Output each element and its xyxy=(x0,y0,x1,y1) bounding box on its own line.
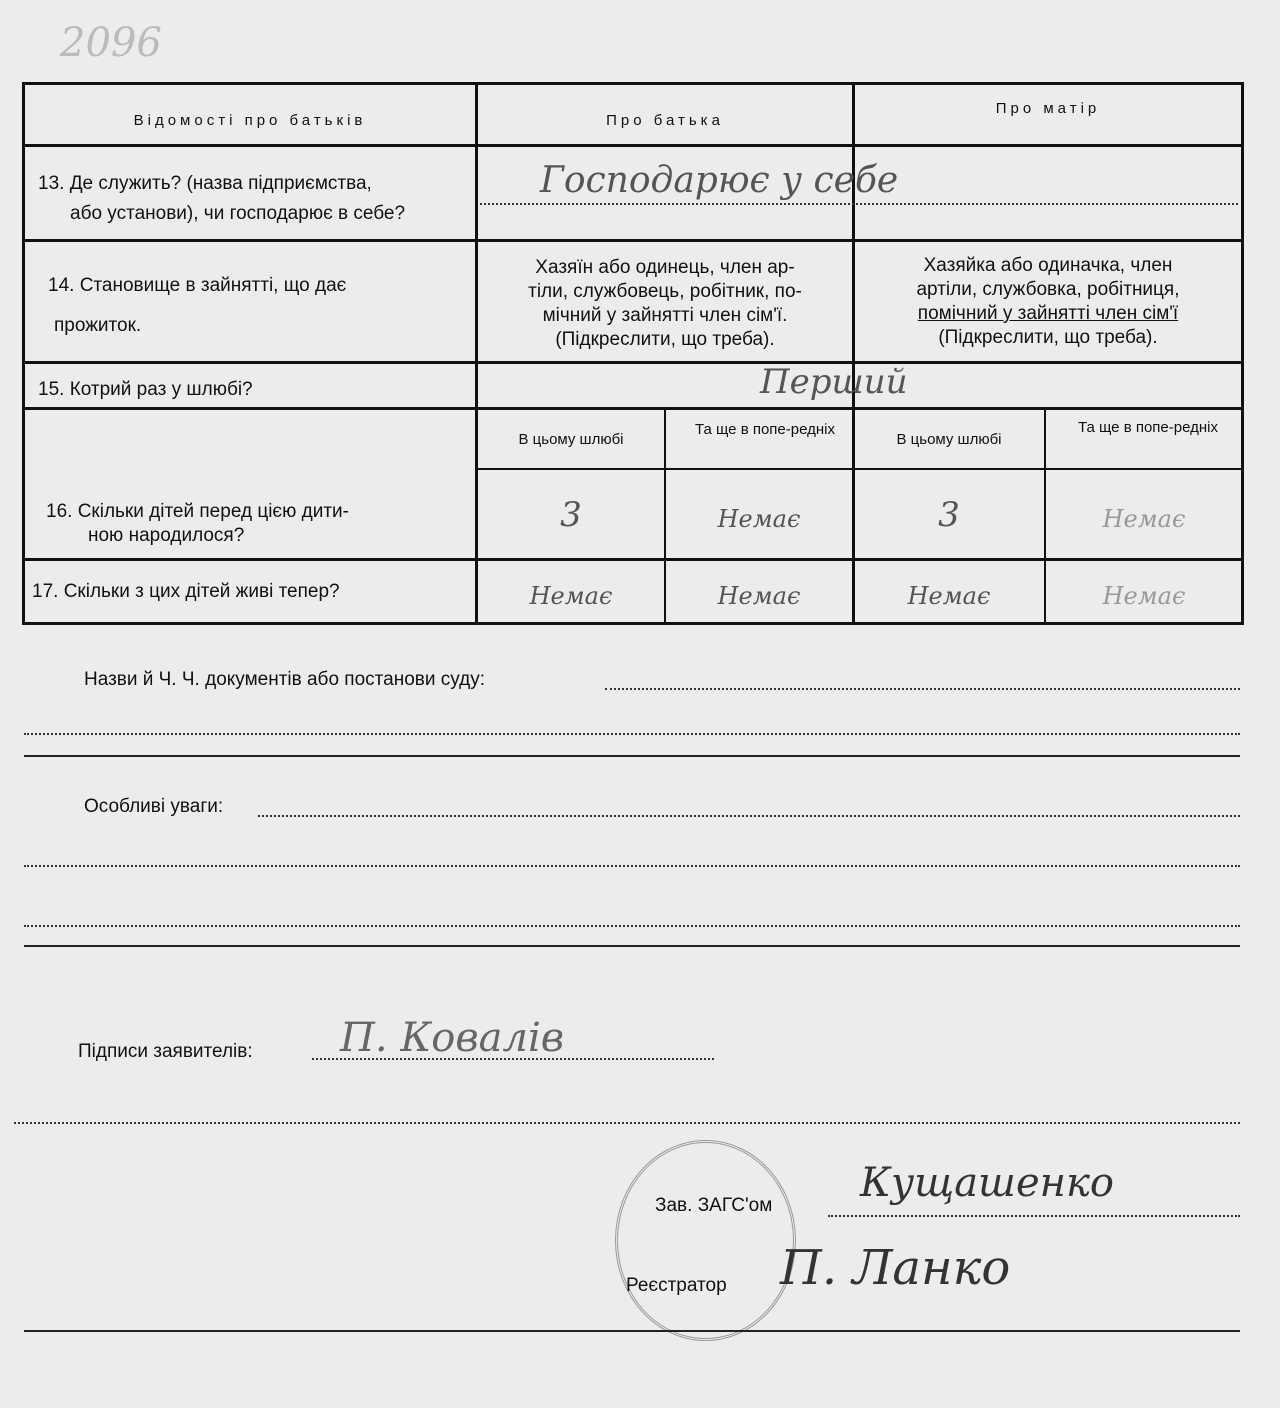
q16-sub-father-prev: Та ще в попе-редніх xyxy=(695,421,835,438)
header-father: Про батька xyxy=(606,112,724,129)
header-parents-info: Відомості про батьків xyxy=(133,112,367,129)
head-signature: Кущашенко xyxy=(860,1160,1114,1206)
q17-value: Немає xyxy=(907,582,991,610)
q16-value: Немає xyxy=(1102,505,1186,533)
q16-sub-mother-prev: Та ще в попе-редніх xyxy=(1078,419,1218,436)
head-label: Зав. ЗАГС'ом xyxy=(655,1195,773,1216)
q16-label-2: ною народилося? xyxy=(88,525,245,546)
registrar-signature: П. Ланко xyxy=(780,1240,1011,1296)
signatures-label: Підписи заявителів: xyxy=(78,1041,253,1062)
q16-value: 3 xyxy=(560,495,582,535)
remarks-label: Особливі уваги: xyxy=(84,796,224,817)
q17-value: Немає xyxy=(717,582,801,610)
q13-label-1: 13. Де служить? (назва підприємства, xyxy=(38,173,372,194)
archive-number: 2096 xyxy=(60,20,162,66)
q17-value: Немає xyxy=(1102,582,1186,610)
q17-label: 17. Скільки з цих дітей живі тепер? xyxy=(32,581,340,602)
header-mother: Про матір xyxy=(995,100,1101,117)
q13-answer: Господарює у себе xyxy=(540,160,899,201)
q15-label: 15. Котрий раз у шлюбі? xyxy=(38,379,253,400)
q16-label-1: 16. Скільки дітей перед цією дити- xyxy=(46,501,349,522)
q14-label-2: прожиток. xyxy=(54,315,142,336)
official-stamp xyxy=(615,1140,796,1341)
applicant-signature: П. Ковалів xyxy=(340,1015,565,1061)
q16-value: Немає xyxy=(717,505,801,533)
q13-label-2: або установи), чи господарює в себе? xyxy=(70,203,406,224)
q14-mother-options: Хазяйка або одиначка, член артіли, службовка, робітниця, помічний у зайнятті член сім'ї (Підкреслити, що треба). xyxy=(916,255,1180,348)
registrar-label: Реєстратор xyxy=(626,1275,727,1296)
q14-father-options: Хазяїн або одинець, член ар- тіли, службовець, робітник, по- мічний у зайнятті член сім'ї. (Підкреслити, що треба). xyxy=(528,257,802,350)
q16-sub-father-this: В цьому шлюбі xyxy=(518,431,624,448)
q15-answer: Перший xyxy=(760,362,908,402)
q16-sub-mother-this: В цьому шлюбі xyxy=(896,431,1002,448)
q14-label-1: 14. Становище в зайнятті, що дає xyxy=(48,275,347,296)
q16-value: 3 xyxy=(938,495,960,535)
q17-value: Немає xyxy=(529,582,613,610)
documents-label: Назви й Ч. Ч. документів або постанови суду: xyxy=(84,669,485,690)
